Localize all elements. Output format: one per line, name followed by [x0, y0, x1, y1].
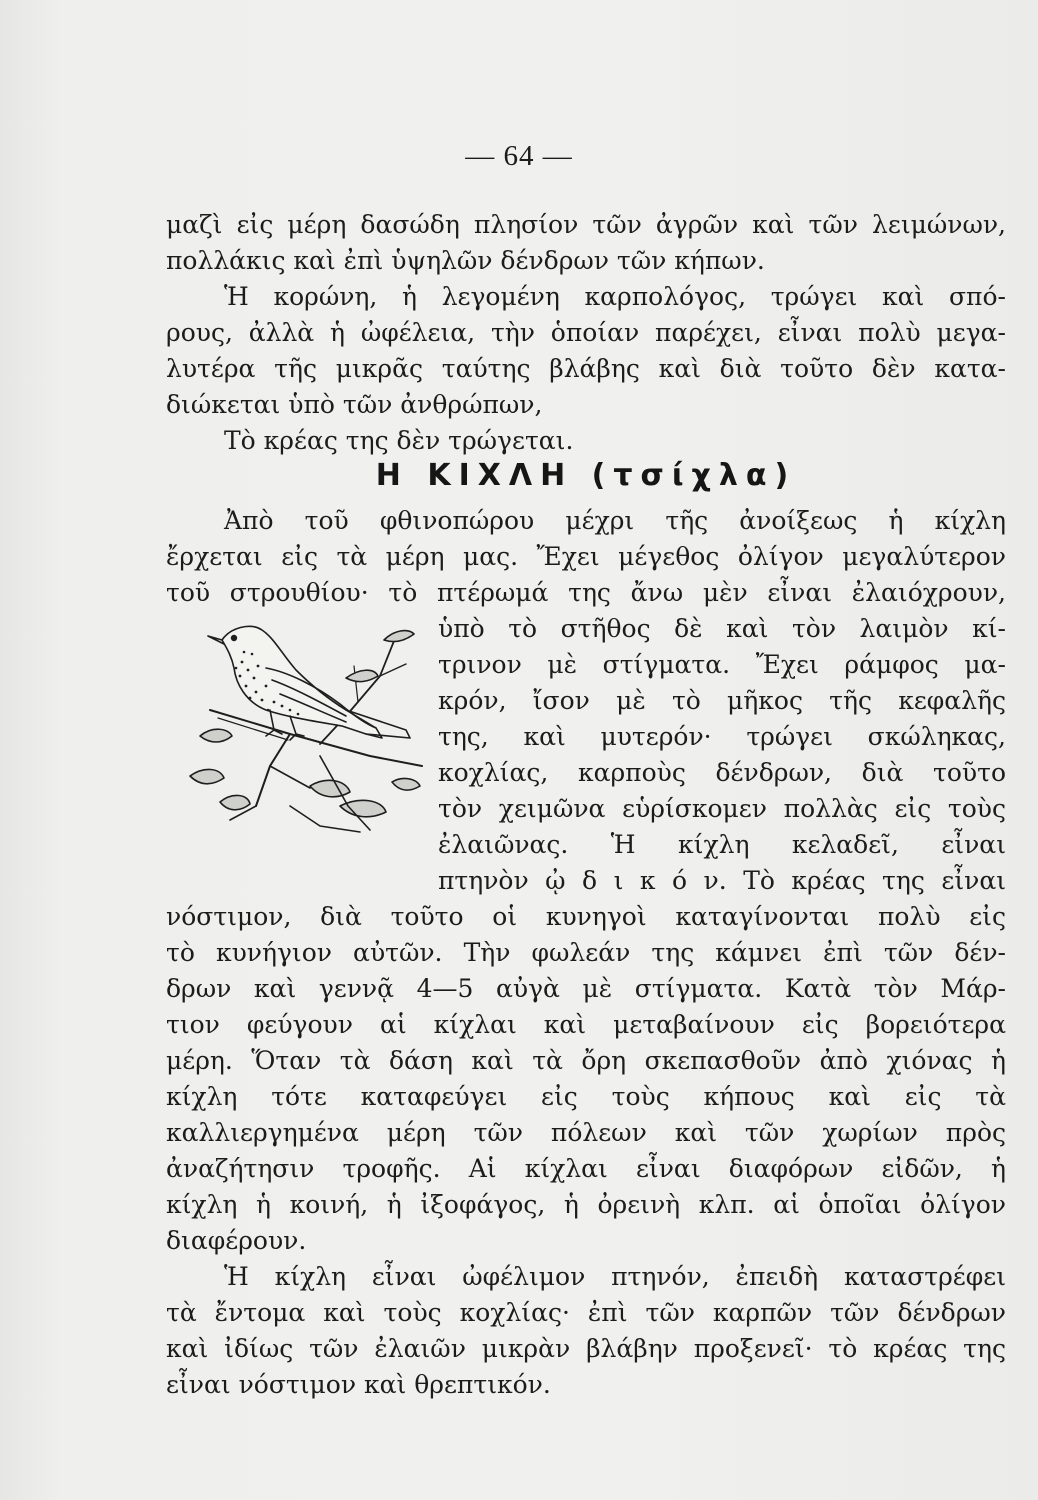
text-line: ἔρχεται εἰς τὰ μέρη μας. Ἔχει μέγεθος ὀλίγον μεγαλύτερον	[166, 542, 1006, 571]
text-line: κοχλίας, καρποὺς δένδρων, διὰ τοῦτο	[438, 758, 1006, 787]
text-line: τοῦ στρουθίου· τὸ πτέρωμά της ἄνω μὲν εἶναι ἐλαιόχρουν,	[166, 578, 1006, 607]
section-heading: Η ΚΙΧΛΗ (τσίχλα)	[375, 458, 797, 493]
text-line: κίχλη ἡ κοινή, ἡ ἰξοφάγος, ἡ ὀρεινὴ κλπ. αἱ ὁποῖαι ὀλίγον	[166, 1190, 1006, 1219]
text-line: πολλάκις καὶ ἐπὶ ὑψηλῶν δένδρων τῶν κήπων.	[166, 246, 765, 275]
text-line: Ἡ κίχλη εἶναι ὠφέλιμον πτηνόν, ἐπειδὴ καταστρέφει	[224, 1262, 1006, 1291]
text-line: δρων καὶ γεννᾷ 4—5 αὐγὰ μὲ στίγματα. Κατὰ τὸν Μάρ-	[166, 974, 1006, 1003]
page-number: — 64 —	[465, 140, 573, 172]
text-line: τρινον μὲ στίγματα. Ἔχει ράμφος μα-	[438, 650, 1006, 679]
text-line: καλλιεργημένα μέρη τῶν πόλεων καὶ τῶν χωρίων πρὸς	[166, 1118, 1006, 1147]
text-line: καὶ ἰδίως τῶν ἐλαιῶν μικρὰν βλάβην προξενεῖ· τὸ κρέας της	[166, 1334, 1006, 1363]
text-line: μαζὶ εἰς μέρη δασώδη πλησίον τῶν ἀγρῶν καὶ τῶν λειμώνων,	[166, 210, 1006, 239]
text-line: πτηνὸν ᾠ δ ι κ ό ν. Τὸ κρέας της εἶναι	[438, 866, 1006, 895]
text-line: ἐλαιῶνας. Ἡ κίχλη κελαδεῖ, εἶναι	[438, 830, 1006, 859]
text-line: Ἡ κορώνη, ἡ λεγομένη καρπολόγος, τρώγει καὶ σπό-	[224, 282, 1006, 311]
text-line: εἶναι νόστιμον καὶ θρεπτικόν.	[166, 1370, 551, 1399]
thrush-illustration	[170, 606, 438, 842]
text-line: νόστιμον, διὰ τοῦτο οἱ κυνηγοὶ καταγίνονται πολὺ εἰς	[166, 902, 1006, 931]
text-line: της, καὶ μυτερόν· τρώγει σκώληκας,	[438, 722, 1006, 751]
text-line: ἀναζήτησιν τροφῆς. Αἱ κίχλαι εἶναι διαφόρων εἰδῶν, ἡ	[166, 1154, 1006, 1183]
text-line: διαφέρουν.	[166, 1226, 307, 1255]
text-line: κίχλη τότε καταφεύγει εἰς τοὺς κήπους καὶ εἰς τὰ	[166, 1082, 1006, 1111]
text-line: τὸν χειμῶνα εὑρίσκομεν πολλὰς εἰς τοὺς	[438, 794, 1006, 823]
text-line: τὸ κυνήγιον αὐτῶν. Τὴν φωλεάν της κάμνει ἐπὶ τῶν δέν-	[166, 938, 1006, 967]
text-line: Ἀπὸ τοῦ φθινοπώρου μέχρι τῆς ἀνοίξεως ἡ κίχλη	[224, 506, 1006, 535]
text-line: ρους, ἀλλὰ ἡ ὠφέλεια, τὴν ὁποίαν παρέχει, εἶναι πολὺ μεγα-	[166, 318, 1006, 347]
text-line: μέρη. Ὅταν τὰ δάση καὶ τὰ ὄρη σκεπασθοῦν ἀπὸ χιόνας ἡ	[166, 1046, 1006, 1075]
text-line: διώκεται ὑπὸ τῶν ἀνθρώπων,	[166, 390, 543, 419]
text-line: ὑπὸ τὸ στῆθος δὲ καὶ τὸν λαιμὸν κί-	[438, 614, 1006, 643]
text-line: κρόν, ἴσον μὲ τὸ μῆκος τῆς κεφαλῆς	[438, 686, 1006, 715]
text-line: τὰ ἔντομα καὶ τοὺς κοχλίας· ἐπὶ τῶν καρπῶν τῶν δένδρων	[166, 1298, 1006, 1327]
text-line: Τὸ κρέας της δὲν τρώγεται.	[224, 426, 574, 455]
text-line: τιον φεύγουν αἱ κίχλαι καὶ μεταβαίνουν εἰς βορειότερα	[166, 1010, 1006, 1039]
text-line: λυτέρα τῆς μικρᾶς ταύτης βλάβης καὶ διὰ τοῦτο δὲν κατα-	[166, 354, 1006, 383]
